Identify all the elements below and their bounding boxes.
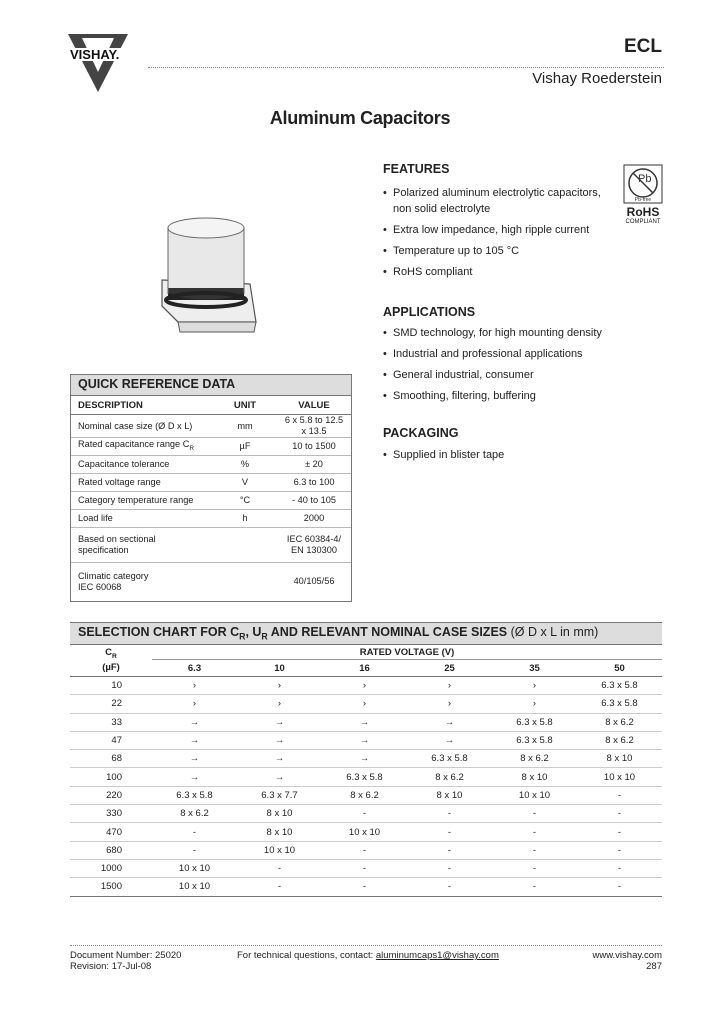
- page-number: 287: [646, 961, 662, 972]
- table-row: [70, 859, 662, 877]
- table-row: Category temperature range °C - 40 to 105: [71, 492, 351, 510]
- case-size-cell: 6.3 x 5.8: [577, 677, 662, 695]
- case-size-cell: 10 x 10: [152, 859, 237, 877]
- case-size-cell: -: [532, 881, 537, 893]
- capacitance-cell: 68: [70, 750, 152, 768]
- case-size-cell: 6.3 x 5.8: [407, 750, 492, 768]
- case-size-cell: 8 x 10: [492, 768, 577, 786]
- case-size-cell: 10 x 10: [322, 823, 407, 841]
- capacitance-cell: 680: [70, 841, 152, 859]
- case-size-cell: ›: [237, 677, 322, 695]
- case-size-cell: 8 x 6.2: [577, 731, 662, 749]
- feature-item: • RoHS compliant: [383, 264, 683, 280]
- table-row: [70, 768, 662, 786]
- product-code: ECL: [624, 36, 662, 57]
- voltage-header: 6.3: [152, 660, 237, 677]
- revision: Revision: 17-Jul-08: [70, 961, 152, 972]
- rated-voltage-header: RATED VOLTAGE (V): [152, 645, 662, 660]
- case-size-cell: 6.3 x 7.7: [237, 786, 322, 804]
- selection-chart-table: [70, 622, 662, 897]
- case-size-cell: ›: [322, 677, 407, 695]
- case-size-cell: -: [407, 859, 492, 877]
- case-size-cell: →: [237, 768, 322, 786]
- company-name: Vishay Roederstein: [532, 70, 662, 87]
- case-size-cell: -: [492, 823, 577, 841]
- case-size-cell: -: [362, 881, 367, 893]
- case-size-cell: 8 x 10: [237, 823, 322, 841]
- case-size-cell: →: [407, 731, 492, 749]
- quick-reference-title: QUICK REFERENCE DATA: [71, 375, 351, 396]
- case-size-cell: -: [492, 805, 577, 823]
- case-size-cell: ›: [407, 677, 492, 695]
- case-size-cell: 10 x 10: [237, 841, 322, 859]
- case-size-cell: ›: [492, 695, 577, 713]
- voltage-header: 50: [577, 660, 662, 677]
- capacitance-cell: 470: [70, 823, 152, 841]
- col-header-unit: UNIT: [213, 396, 277, 415]
- case-size-cell: -: [447, 881, 452, 893]
- case-size-cell: 6.3 x 5.8: [322, 768, 407, 786]
- capacitor-product-image: [158, 210, 262, 336]
- table-row: Climatic category IEC 60068 40/105/56: [78, 570, 335, 592]
- case-size-cell: 6.3 x 5.8: [152, 786, 237, 804]
- case-size-cell: 8 x 10: [407, 786, 492, 804]
- case-size-cell: -: [577, 805, 662, 823]
- table-row: Capacitance tolerance % ± 20: [71, 456, 351, 474]
- capacitance-cell: 330: [70, 805, 152, 823]
- case-size-cell: ›: [152, 677, 237, 695]
- case-size-cell: -: [577, 786, 662, 804]
- case-size-cell: 8 x 6.2: [152, 805, 237, 823]
- case-size-cell: -: [322, 841, 407, 859]
- case-size-cell: -: [577, 841, 662, 859]
- table-row: Rated voltage range V 6.3 to 100: [71, 474, 351, 492]
- table-row: [70, 713, 662, 731]
- case-size-cell: 8 x 6.2: [322, 786, 407, 804]
- application-item: • General industrial, consumer: [383, 367, 683, 383]
- table-row: [70, 878, 662, 896]
- table-row: Load life h 2000: [71, 510, 351, 528]
- selection-chart-body: [70, 677, 662, 896]
- case-size-cell: -: [152, 823, 237, 841]
- case-size-cell: -: [492, 859, 577, 877]
- case-size-cell: →: [152, 750, 237, 768]
- case-size-cell: -: [237, 859, 322, 877]
- case-size-cell: 8 x 10: [577, 750, 662, 768]
- table-row: [70, 750, 662, 768]
- case-size-cell: ›: [492, 677, 577, 695]
- case-size-cell: -: [492, 841, 577, 859]
- case-size-cell: →: [322, 713, 407, 731]
- case-size-cell: -: [577, 859, 662, 877]
- case-size-cell: →: [322, 750, 407, 768]
- selection-chart-title: SELECTION CHART FOR $C_R$, $U_R$ AND RELEVANT NOMINAL CASE SIZES (Ø D x L in mm): [70, 623, 662, 645]
- case-size-cell: ›: [152, 695, 237, 713]
- case-size-cell: ›: [237, 695, 322, 713]
- case-size-cell: →: [237, 750, 322, 768]
- rohs-label: RoHS: [626, 205, 660, 219]
- website: www.vishay.com: [592, 950, 662, 961]
- case-size-cell: 6.3 x 5.8: [577, 695, 662, 713]
- capacitance-cell: 1500: [100, 881, 122, 893]
- footer-site-info: [592, 950, 662, 972]
- case-size-cell: -: [577, 823, 662, 841]
- case-size-cell: →: [237, 731, 322, 749]
- table-row: [70, 805, 662, 823]
- case-size-cell: 8 x 6.2: [407, 768, 492, 786]
- vishay-logo: [68, 30, 140, 98]
- footer-divider: [70, 945, 662, 946]
- case-size-cell: -: [152, 841, 237, 859]
- case-size-cell: 6.3 x 5.8: [492, 713, 577, 731]
- contact-email-link[interactable]: aluminumcaps1@vishay.com: [375, 950, 499, 961]
- footer-doc-info: [70, 950, 181, 972]
- quick-reference-table: [70, 374, 352, 602]
- table-row: [70, 677, 662, 695]
- case-size-cell: -: [407, 805, 492, 823]
- case-size-cell: 10 x 10: [492, 786, 577, 804]
- voltage-header: 25: [407, 660, 492, 677]
- packaging-section: [383, 426, 683, 468]
- case-size-cell: →: [322, 731, 407, 749]
- application-item: • Industrial and professional applications: [383, 346, 683, 362]
- capacitance-cell: 220: [70, 786, 152, 804]
- pb-free-icon: [623, 164, 663, 204]
- packaging-item: • Supplied in blister tape: [383, 447, 683, 463]
- case-size-cell: 8 x 10: [237, 805, 322, 823]
- case-size-cell: →: [152, 768, 237, 786]
- table-row: [70, 786, 662, 804]
- table-row: [70, 695, 662, 713]
- case-size-cell: 6.3 x 5.8: [492, 731, 577, 749]
- applications-section: [383, 305, 683, 409]
- document-number: Document Number: 25020: [70, 950, 182, 961]
- case-size-cell: 8 x 6.2: [492, 750, 577, 768]
- capacitance-cell: 1000: [70, 859, 152, 877]
- case-size-cell: 10 x 10: [178, 881, 211, 893]
- case-size-cell: -: [322, 805, 407, 823]
- packaging-heading: PACKAGING: [383, 426, 459, 440]
- rohs-badge: [620, 164, 666, 226]
- features-heading: FEATURES: [383, 162, 450, 176]
- case-size-cell: -: [407, 823, 492, 841]
- capacitance-cell: 33: [70, 713, 152, 731]
- case-size-cell: ›: [322, 695, 407, 713]
- capacitance-cell: 10: [70, 677, 152, 695]
- application-item: • Smoothing, filtering, buffering: [383, 388, 683, 404]
- voltage-header: 35: [492, 660, 577, 677]
- capacitance-cell: 22: [70, 695, 152, 713]
- cr-header: $C_R$ (µF): [70, 645, 152, 677]
- applications-heading: APPLICATIONS: [383, 305, 476, 319]
- feature-item: • Polarized aluminum electrolytic capacitors, non solid electrolyte: [383, 185, 683, 217]
- svg-text:Pb-free: Pb-free: [634, 197, 652, 203]
- case-size-cell: 10 x 10: [577, 768, 662, 786]
- case-size-cell: -: [617, 881, 622, 893]
- feature-item: • Temperature up to 105 °C: [383, 243, 683, 259]
- case-size-cell: →: [237, 713, 322, 731]
- case-size-cell: -: [407, 841, 492, 859]
- col-header-value: VALUE: [277, 396, 351, 415]
- table-row: [70, 823, 662, 841]
- capacitance-cell: 100: [70, 768, 152, 786]
- col-header-description: DESCRIPTION: [71, 396, 213, 415]
- header-divider: [148, 67, 664, 68]
- case-size-cell: -: [277, 881, 282, 893]
- feature-item: • Extra low impedance, high ripple current: [383, 222, 683, 238]
- page-title: Aluminum Capacitors: [269, 108, 451, 128]
- voltage-header: 16: [322, 660, 407, 677]
- logo-text: VISHAY.: [70, 47, 120, 62]
- case-size-cell: →: [407, 713, 492, 731]
- case-size-cell: 8 x 6.2: [577, 713, 662, 731]
- table-row: Based on sectional specification IEC 60384-4/ EN 130300: [71, 528, 351, 563]
- table-row: [70, 731, 662, 749]
- table-row: [70, 841, 662, 859]
- voltage-header: 10: [237, 660, 322, 677]
- capacitance-cell: 47: [70, 731, 152, 749]
- svg-text:Pb: Pb: [638, 173, 652, 185]
- table-row: Rated capacitance range $C_R$ µF 10 to 1500: [71, 438, 351, 456]
- case-size-cell: -: [322, 859, 407, 877]
- case-size-cell: →: [152, 713, 237, 731]
- application-item: • SMD technology, for high mounting density: [383, 325, 683, 341]
- case-size-cell: ›: [407, 695, 492, 713]
- rohs-compliant-label: COMPLIANT: [625, 219, 661, 225]
- table-row: Nominal case size (Ø D x L) mm 6 x 5.8 to 12.5 x 13.5: [71, 415, 351, 438]
- footer-contact: For technical questions, contact: aluminumcaps1@vishay.com: [237, 950, 499, 961]
- case-size-cell: →: [152, 731, 237, 749]
